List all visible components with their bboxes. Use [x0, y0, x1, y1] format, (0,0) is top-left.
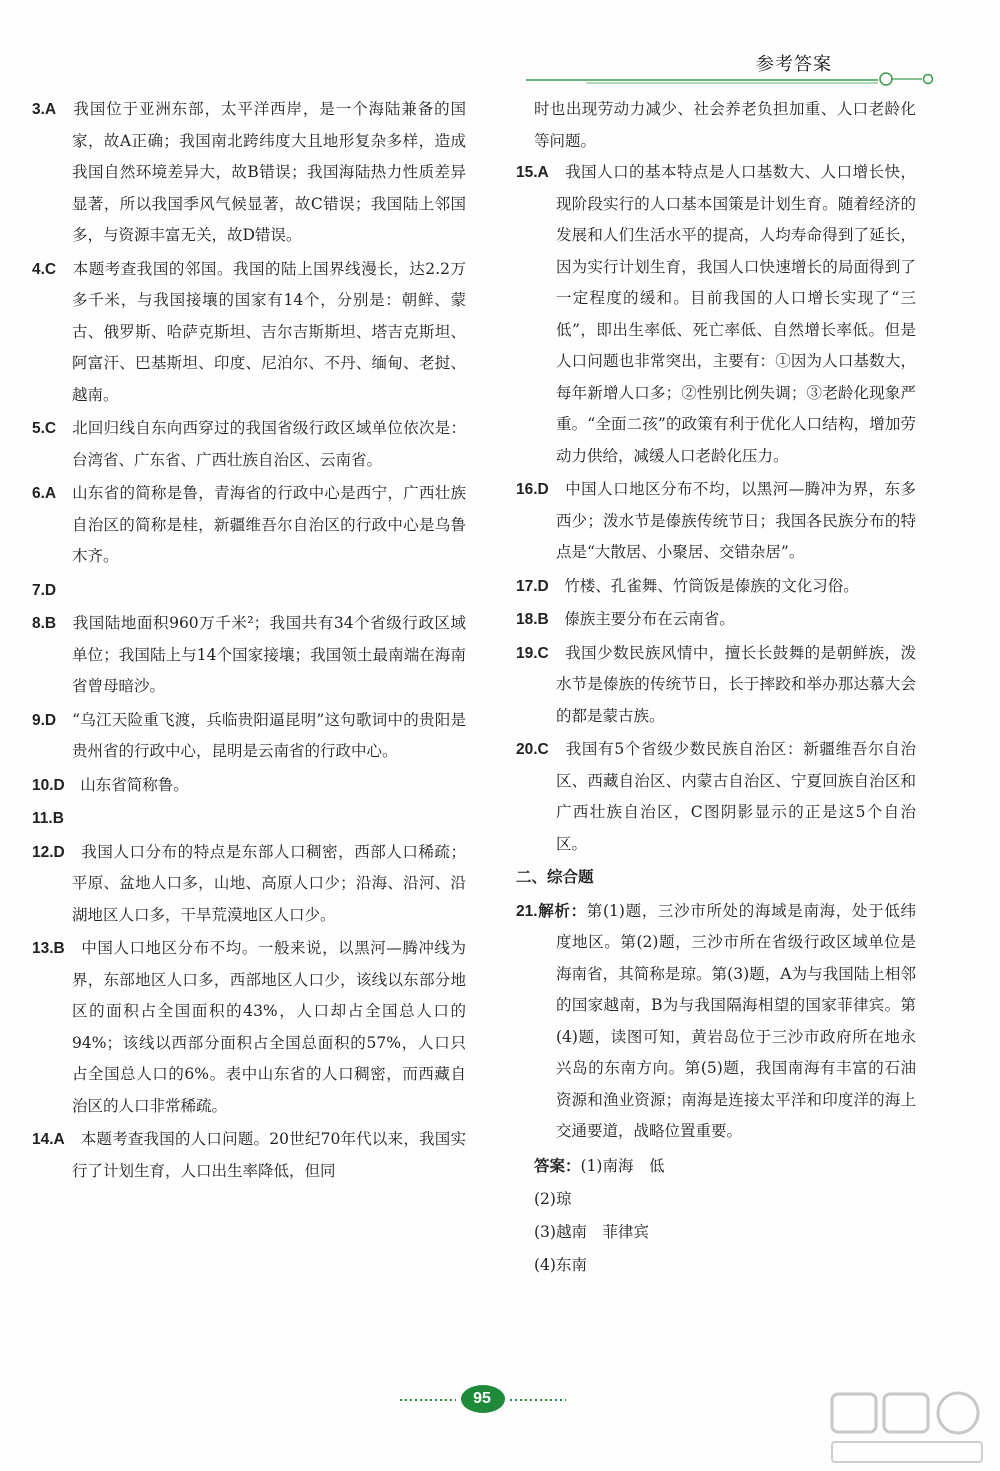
question-item [32, 837, 466, 932]
page-footer-decoration [390, 1380, 620, 1420]
question-text: 我国人口分布的特点是东部人口稠密，西部人口稀疏；平原、盆地人口多，山地、高原人口少；沿海、沿河、沿湖地区人口多，干旱荒漠地区人口少。 [72, 842, 466, 924]
watermark-logo [828, 1388, 988, 1468]
question-item [32, 254, 466, 412]
question-item [516, 604, 916, 636]
question-number: 5.C [32, 420, 57, 437]
question-item [32, 770, 466, 802]
question-number: 8.B [32, 615, 57, 632]
page-number: 95 [473, 1390, 491, 1407]
question-item [516, 638, 916, 733]
question-item [32, 933, 466, 1122]
question-text: 山东省的简称是鲁，青海省的行政中心是西宁，广西壮族自治区的简称是桂，新疆维吾尔自治区的行政中心是乌鲁木齐。 [72, 484, 466, 565]
question-number: 16.D [516, 481, 549, 498]
header-rule [526, 66, 946, 94]
question-number: 18.B [516, 611, 549, 628]
question-item [32, 705, 466, 768]
question-number: 9.D [32, 711, 57, 729]
question-text: 北回归线自东向西穿过的我国省级行政区域单位依次是：台湾省、广东省、广西壮族自治区、云南省。 [72, 419, 466, 469]
question-number: 7.D [32, 581, 57, 599]
question-text: 中国人口地区分布不均。一般来说，以黑河—腾冲线为界，东部地区人口多，西部地区人口少，该线以东部分地区的面积占全国面积的43%，人口却占全国总人口的94%；该线以西部分面积占全国总面积的57%，人口只占全国总人口的6%。表中山东省的人口稠密，而西藏自治区的人口非常稀疏。 [72, 939, 466, 1115]
question-21 [516, 896, 916, 1148]
question-number: 3.A [32, 101, 57, 118]
question-text: 我国有5个省级少数民族自治区：新疆维吾尔自治区、西藏自治区、内蒙古自治区、宁夏回族自治区和广西壮族自治区，C图阴影显示的正是这5个自治区。 [556, 740, 916, 853]
continuation-text: 时也出现劳动力减少、社会养老负担加重、人口老龄化等问题。 [534, 100, 916, 150]
answer-line: (1)南海 低 [580, 1156, 665, 1175]
question-number: 10.D [32, 776, 65, 794]
left-column [32, 94, 466, 1189]
question-item [32, 575, 466, 607]
question-number: 21. [516, 902, 538, 920]
question-text: 第(1)题，三沙市所处的海域是南海，处于低纬度地区。第(2)题，三沙市所在省级行政区域单位是海南省，其简称是琼。第(3)题，A为与我国陆上相邻的国家越南，B为与我国隔海相望的国家菲律宾。第(4)题，读图可知，黄岩岛位于三沙市政府所在地永兴岛的东南方向。第(5)题，我国南海有丰富的石油资源和渔业资源；南海是连接太平洋和印度洋的海上交通要道，战略位置重要。 [556, 901, 916, 1140]
question-text: 我国位于亚洲东部，太平洋西岸，是一个海陆兼备的国家，故A正确；我国南北跨纬度大且地形复杂多样，造成我国自然环境差异大，故B错误；我国海陆热力性质差异显著，所以我国季风气候显著，故C错误；我国陆上邻国多，与资源丰富无关，故D错误。 [72, 100, 466, 244]
page-header-title: 参考答案 [756, 54, 832, 75]
question-text: 竹楼、孔雀舞、竹筒饭是傣族的文化习俗。 [564, 576, 859, 595]
question-number: 20.C [516, 741, 549, 758]
question-number: 13.B [32, 940, 65, 957]
question-number: 6.A [32, 485, 57, 502]
question-text: 山东省简称鲁。 [80, 775, 189, 794]
question-text: 傣族主要分布在云南省。 [564, 610, 735, 628]
answer-block [516, 1150, 916, 1183]
answer-label: 答案： [534, 1156, 581, 1175]
question-item [32, 413, 466, 476]
question-text: 本题考查我国的人口问题。20世纪70年代以来，我国实行了计划生育，人口出生率降低，但同 [72, 1130, 466, 1180]
question-text: 我国陆地面积960万千米²；我国共有34个省级行政区域单位；我国陆上与14个国家接壤；我国领土最南端在海南省曾母暗沙。 [72, 614, 466, 695]
question-item [516, 474, 916, 569]
question-text: 中国人口地区分布不均，以黑河—腾冲为界，东多西少；泼水节是傣族传统节日；我国各民族分布的特点是“大散居、小聚居、交错杂居”。 [556, 480, 916, 561]
question-item [32, 94, 466, 252]
answer-line: (2)琼 [534, 1189, 572, 1208]
question-item [516, 734, 916, 860]
answer-line: (3)越南 菲律宾 [534, 1222, 649, 1241]
answer-line: (4)东南 [534, 1255, 587, 1274]
question-text: 我国人口的基本特点是人口基数大、人口增长快，现阶段实行的人口基本国策是计划生育。随着经济的发展和人们生活水平的提高，人均寿命得到了延长，因为实行计划生育，我国人口快速增长的局面得到了一定程度的缓和。目前我国的人口增长实现了“三低”，即出生率低、死亡率低、自然增长率低。但是人口问题也非常突出，主要有：①因为人口基数大，每年新增人口多；②性别比例失调；③老龄化现象严重。“全面二孩”的政策有利于优化人口结构，增加劳动力供给，减缓人口老龄化压力。 [556, 163, 916, 465]
question-text: 本题考查我国的邻国。我国的陆上国界线漫长，达2.2万多千米，与我国接壤的国家有14个，分别是：朝鲜、蒙古、俄罗斯、哈萨克斯坦、吉尔吉斯斯坦、塔吉克斯坦、阿富汗、巴基斯坦、印度、尼泊尔、不丹、缅甸、老挝、越南。 [72, 259, 466, 404]
question-item [32, 478, 466, 573]
analysis-label: 解析： [537, 901, 587, 920]
question-number: 12.D [32, 843, 65, 861]
question-number: 11.B [32, 810, 64, 827]
question-number: 19.C [516, 644, 549, 662]
question-number: 17.D [516, 577, 549, 595]
right-column [516, 94, 916, 1282]
question-item [516, 571, 916, 603]
question-number: 15.A [516, 164, 549, 181]
question-text: “乌江天险重飞渡，兵临贵阳逼昆明”这句歌词中的贵阳是贵州省的行政中心，昆明是云南省的行政中心。 [72, 710, 466, 760]
question-item [32, 1124, 466, 1187]
question-item [32, 608, 466, 703]
question-number: 14.A [32, 1131, 65, 1148]
question-item [516, 157, 916, 472]
section-title: 二、综合题 [516, 868, 594, 886]
question-text: 我国少数民族风情中，擅长长鼓舞的是朝鲜族，泼水节是傣族的传统节日，长于摔跤和举办那达慕大会的都是蒙古族。 [556, 643, 916, 725]
question-number: 4.C [32, 260, 57, 278]
question-item [32, 803, 466, 835]
